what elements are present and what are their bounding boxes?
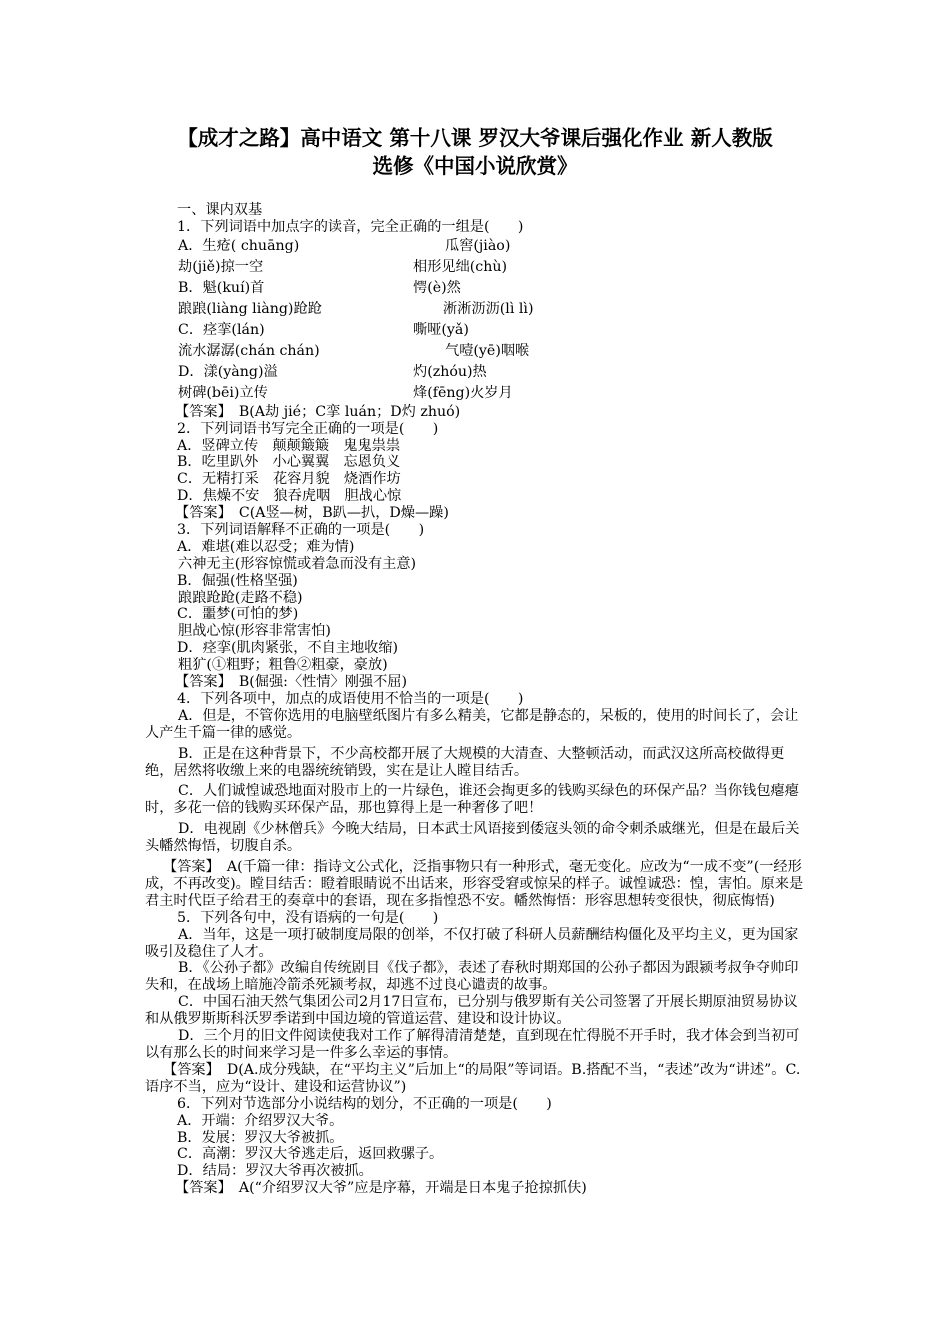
q1-d3: 树碑(bēi)立传 bbox=[178, 384, 268, 401]
document-title bbox=[0, 124, 950, 180]
q1-a1: A．生疮( chuāng) bbox=[178, 237, 300, 254]
q1-a3: 劫(jiě)掠一空 bbox=[178, 258, 264, 275]
q5-option-c-text: C．中国石油天然气集团公司2月17日宣布，已分别与俄罗斯有关公司签署了开展长期原油贸易协议和从俄罗斯斯科沃罗季诺到中国边境的管道运营、建设和设计协议。 bbox=[145, 994, 798, 1028]
q6-option-b: B．发展：罗汉大爷被抓。 bbox=[177, 1129, 344, 1146]
q1-d4: 烽(fēng)火岁月 bbox=[413, 384, 513, 401]
q3-option-d1: D．痉挛(肌肉紧张，不自主地收缩) bbox=[177, 640, 399, 657]
q6-option-d: D．结局：罗汉大爷再次被抓。 bbox=[177, 1163, 373, 1180]
q1-d1: D．漾(yàng)溢 bbox=[178, 363, 278, 380]
q4-stem: 4．下列各项中，加点的成语使用不恰当的一项是( ) bbox=[177, 690, 524, 707]
q3-option-c1: C．噩梦(可怕的梦) bbox=[177, 606, 299, 623]
q1-row-c1 bbox=[145, 320, 810, 341]
q1-c2: 嘶哑(yǎ) bbox=[413, 321, 469, 338]
q6-option-c: C．高潮：罗汉大爷逃走后，返回救骡子。 bbox=[177, 1146, 444, 1163]
q4-option-b-text: B．正是在这种背景下，不少高校都开展了大规模的大清查、大整顿活动，而武汉这所高校做得更绝，居然将收缴上来的电器统统销毁，实在是让人瞠目结舌。 bbox=[145, 745, 785, 779]
q5-option-b bbox=[145, 960, 810, 994]
q5-option-b-text: B．《公孙子都》改编自传统剧目《伐子都》，表述了春秋时期郑国的公孙子都因为跟颍考叔争夺帅印失和，在战场上暗施冷箭杀死颍考叔，却逃不过良心谴责的故事。 bbox=[145, 960, 799, 994]
q1-a2: 瓜窖(jiào) bbox=[445, 237, 511, 254]
q5-option-a bbox=[145, 927, 810, 961]
q4-option-a-text: A．但是，不管你选用的电脑壁纸图片有多么精美，它都是静态的，呆板的，使用的时间长了，会让人产生千篇一律的感觉。 bbox=[145, 707, 799, 741]
q5-option-a-text: A．当年，这是一项打破制度局限的创举，不仅打破了科研人员薪酬结构僵化及平均主义，更为国家吸引及稳住了人才。 bbox=[145, 926, 799, 960]
q2-option-a: A．竖碑立传 颠颠簸簸 鬼鬼祟祟 bbox=[177, 437, 401, 454]
q1-stem: 1．下列词语中加点字的读音，完全正确的一组是( ) bbox=[177, 218, 524, 235]
q1-c3: 流水潺潺(chán chán) bbox=[178, 342, 320, 359]
q3-option-a2: 六神无主(形容惊慌或着急而没有主意) bbox=[178, 555, 417, 572]
q4-answer bbox=[145, 859, 810, 910]
q1-a4: 相形见绌(chù) bbox=[413, 258, 508, 275]
q4-answer-text: 【答案】 A(千篇一律：指诗文公式化，泛指事物只有一种形式，毫无变化。应改为“一成不变”(一经形成，不再改变)。瞠目结舌：瞪着眼睛说不出话来，形容受窘或惊呆的样子。诚惶诚恐：惶，害怕。原来是君主时代臣子给君王的奏章中的套语，现在多指惶恐不安。幡然悔悟：形容思想转变很快，彻底悔悟) bbox=[145, 859, 804, 909]
q5-stem: 5．下列各句中，没有语病的一句是( ) bbox=[177, 909, 439, 926]
q4-option-b bbox=[145, 746, 810, 780]
q2-option-d: D．焦燥不安 狼吞虎咽 胆战心惊 bbox=[177, 488, 402, 505]
q1-b2: 愕(è)然 bbox=[413, 279, 461, 296]
q6-answer: 【答案】 A(“介绍罗汉大爷”应是序幕，开端是日本鬼子抢掠抓伕) bbox=[175, 1180, 587, 1197]
q5-answer-text: 【答案】 D(A.成分残缺，在“平均主义”后加上“的局限”等词语。B.搭配不当，“表述”改为“讲述”。C.语序不当，应为“设计、建设和运营协议”) bbox=[145, 1061, 801, 1095]
q6-option-a: A．开端：介绍罗汉大爷。 bbox=[177, 1112, 344, 1129]
q4-option-d-text: D．电视剧《少林僧兵》今晚大结局，日本武士风语接到倭寇头领的命令刺杀戚继光，但是在最后关头幡然悔悟，切腹自杀。 bbox=[145, 821, 800, 855]
q1-row-d2 bbox=[145, 383, 810, 404]
q3-option-d2: 粗犷(①粗野；粗鲁②粗豪，豪放) bbox=[178, 657, 388, 674]
q2-stem: 2．下列词语书写完全正确的一项是( ) bbox=[177, 420, 439, 437]
q4-option-d bbox=[145, 821, 810, 855]
section-heading: 一、课内双基 bbox=[177, 202, 263, 218]
q2-option-b: B．吃里趴外 小心翼翼 忘恩负义 bbox=[177, 454, 401, 471]
q3-stem: 3．下列词语解释不正确的一项是( ) bbox=[177, 522, 425, 539]
q1-c4: 气噎(yē)咽喉 bbox=[445, 342, 530, 359]
q1-answer: 【答案】 B(A劫 jié；C挛 luán；D灼 zhuó) bbox=[175, 403, 461, 420]
q4-option-a bbox=[145, 708, 810, 742]
q1-row-c2 bbox=[145, 341, 810, 362]
q1-c1: C．痉挛(lán) bbox=[178, 321, 265, 338]
q1-row-a2 bbox=[145, 257, 810, 278]
q5-option-d-text: D．三个月的旧文件阅读使我对工作了解得清清楚楚，直到现在忙得脱不开手时，我才体会到当初可以有那么长的时间来学习是一件多么幸运的事情。 bbox=[145, 1028, 800, 1062]
q4-option-c-text: C．人们诚惶诚恐地面对股市上的一片绿色，谁还会掏更多的钱购买绿色的环保产品？当你钱包瘪瘪时，多花一倍的钱购买环保产品，那也算得上是一种奢侈了吧！ bbox=[145, 783, 799, 817]
q5-option-d bbox=[145, 1028, 810, 1062]
q1-row-b2 bbox=[145, 299, 810, 320]
document-body bbox=[145, 202, 810, 1197]
q1-row-b1 bbox=[145, 278, 810, 299]
q3-answer: 【答案】 B(倔强:〈性情〉刚强不屈) bbox=[175, 674, 407, 691]
q4-option-c bbox=[145, 783, 810, 817]
q3-option-c2: 胆战心惊(形容非常害怕) bbox=[178, 623, 331, 640]
q3-option-b1: B．倔强(性格坚强) bbox=[177, 572, 298, 589]
q1-b4: 淅淅沥沥(lì lì) bbox=[443, 300, 534, 317]
q5-option-c bbox=[145, 994, 810, 1028]
q1-row-a1 bbox=[145, 236, 810, 257]
q2-option-c: C．无精打采 花容月貌 烧酒作坊 bbox=[177, 471, 401, 488]
q5-answer bbox=[145, 1062, 810, 1096]
q1-b3: 踉踉(liàng liàng)跄跄 bbox=[178, 300, 322, 317]
q1-b1: B．魁(kuí)首 bbox=[178, 279, 265, 296]
title-line-1: 【成才之路】高中语文 第十八课 罗汉大爷课后强化作业 新人教版 bbox=[177, 126, 773, 150]
q2-answer: 【答案】 C(A竖—树，B趴—扒，D燥—躁) bbox=[175, 505, 449, 522]
title-line-2: 选修《中国小说欣赏》 bbox=[372, 154, 578, 178]
q6-stem: 6．下列对节选部分小说结构的划分，不正确的一项是( ) bbox=[177, 1095, 552, 1112]
q1-row-d1 bbox=[145, 362, 810, 383]
q3-option-a1: A．难堪(难以忍受；难为情) bbox=[177, 538, 355, 555]
q3-option-b2: 踉踉跄跄(走路不稳) bbox=[178, 589, 303, 606]
q1-d2: 灼(zhóu)热 bbox=[413, 363, 487, 380]
